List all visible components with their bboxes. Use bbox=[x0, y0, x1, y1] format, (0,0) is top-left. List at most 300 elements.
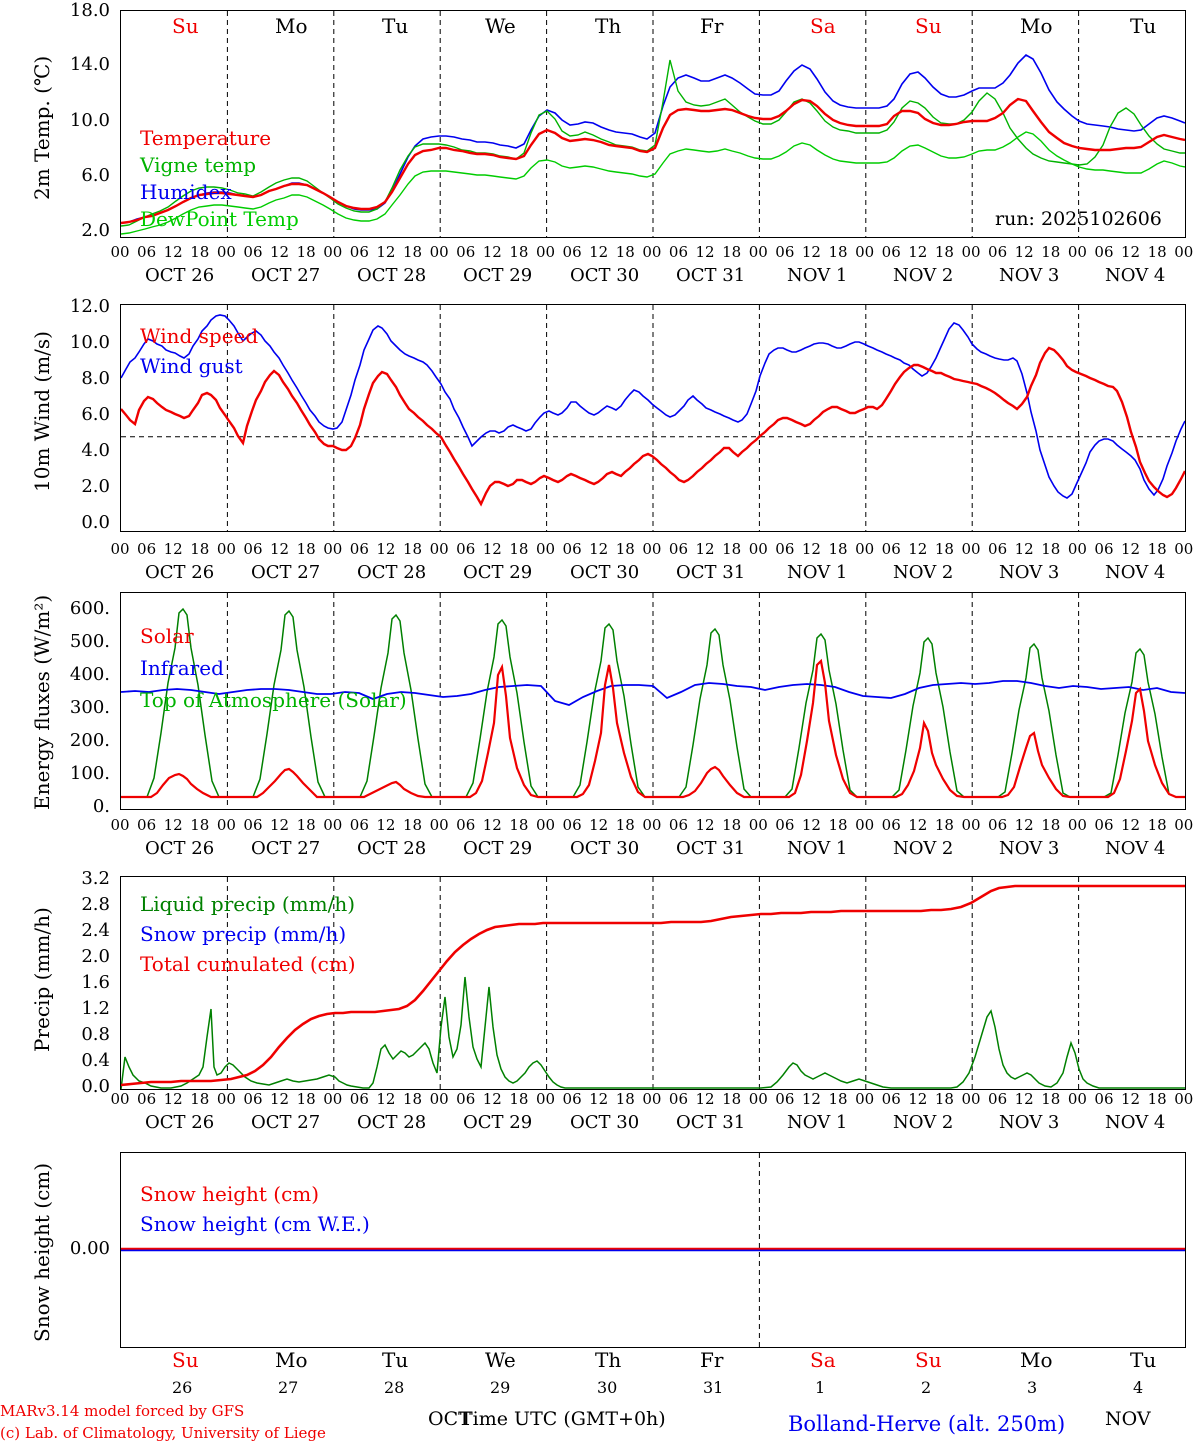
xtick-hour: 00 bbox=[1067, 1090, 1087, 1108]
xtick-hour: 00 bbox=[216, 816, 236, 834]
xtick-hour: 18 bbox=[722, 816, 742, 834]
xtick-hour: 18 bbox=[722, 243, 742, 261]
xtick-hour: 18 bbox=[1147, 816, 1167, 834]
xtick-hour: 12 bbox=[482, 816, 502, 834]
xtick-hour: 12 bbox=[376, 243, 396, 261]
xtick-hour: 06 bbox=[988, 243, 1008, 261]
xtick-hour: 06 bbox=[668, 540, 689, 558]
xticks-hours-1 bbox=[110, 243, 1194, 261]
xtick-hour: 12 bbox=[801, 816, 821, 834]
footer-copyright: (c) Lab. of Climatology, University of Liege bbox=[0, 1424, 326, 1442]
xtick-hour: 06 bbox=[775, 1090, 795, 1108]
bottom-daynum-1: 27 bbox=[278, 1378, 299, 1397]
xtick-hour: 12 bbox=[163, 1090, 183, 1108]
daylabel-fr-1: Fr bbox=[700, 14, 724, 38]
bottom-day-mo-2: Mo bbox=[1020, 1348, 1053, 1372]
xdate-6: NOV 1 bbox=[787, 1112, 848, 1133]
xtick-hour: 18 bbox=[1147, 243, 1167, 261]
xtick-hour: 12 bbox=[908, 243, 928, 261]
xdate-8: NOV 3 bbox=[999, 838, 1060, 859]
xtick-hour: 18 bbox=[402, 816, 423, 834]
xdate-5: OCT 31 bbox=[676, 838, 746, 859]
panel-snow-height bbox=[0, 1152, 1194, 1372]
bottom-daynum-6: 1 bbox=[815, 1378, 826, 1397]
xtick-hour: 12 bbox=[589, 540, 609, 558]
xtick-hour: 18 bbox=[828, 243, 848, 261]
xtick-hour: 06 bbox=[1094, 816, 1114, 834]
xtick-hour: 06 bbox=[349, 816, 369, 834]
xaxis-wind bbox=[0, 540, 1194, 590]
ytick-precip-0: 0.0 bbox=[81, 1076, 110, 1097]
xtick-hour: 12 bbox=[482, 1090, 502, 1108]
xtick-hour: 18 bbox=[190, 816, 210, 834]
xtick-hour: 18 bbox=[296, 1090, 316, 1108]
xdate-0: OCT 26 bbox=[145, 562, 215, 583]
xdate-2: OCT 28 bbox=[357, 838, 427, 859]
xtick-hour: 00 bbox=[110, 816, 130, 834]
xdate-4: OCT 30 bbox=[570, 838, 640, 859]
ytick-precip-8: 3.2 bbox=[81, 868, 110, 889]
xtick-hour: 00 bbox=[1174, 243, 1194, 261]
xtick-hour: 00 bbox=[1067, 243, 1087, 261]
daylabel-we-1: We bbox=[485, 14, 516, 38]
legend-wind-gust: Wind gust bbox=[140, 354, 243, 378]
xdate-1: OCT 27 bbox=[251, 562, 321, 583]
xtick-hour: 06 bbox=[562, 1090, 582, 1108]
xdate-6: NOV 1 bbox=[787, 838, 848, 859]
ytick-temp-3: 6.0 bbox=[81, 165, 110, 186]
xdate-2: OCT 28 bbox=[357, 265, 427, 286]
xdate-2: OCT 28 bbox=[357, 1112, 427, 1133]
ytick-precip-5: 2.0 bbox=[81, 946, 110, 967]
xtick-hour: 06 bbox=[456, 243, 476, 261]
legend-dewpoint-temp: DewPoint Temp bbox=[140, 207, 299, 231]
xtick-hour: 06 bbox=[137, 540, 157, 558]
ytick-precip-6: 2.4 bbox=[81, 920, 110, 941]
xdate-6: NOV 1 bbox=[787, 265, 848, 286]
bottom-day-sa-1: Sa bbox=[810, 1348, 836, 1372]
xtick-hour: 12 bbox=[1121, 1090, 1141, 1108]
xtick-hour: 06 bbox=[137, 243, 157, 261]
xdate-3: OCT 29 bbox=[463, 1112, 533, 1133]
bottom-month-nov: NOV bbox=[1105, 1408, 1151, 1430]
xtick-hour: 06 bbox=[668, 243, 689, 261]
xaxis-temperature bbox=[0, 243, 1194, 293]
xtick-hour: 18 bbox=[190, 1090, 210, 1108]
xtick-hour: 18 bbox=[509, 540, 529, 558]
panel-wind bbox=[0, 296, 1194, 552]
xtick-hour: 06 bbox=[881, 1090, 901, 1108]
xtick-hour: 00 bbox=[429, 540, 449, 558]
xtick-hour: 06 bbox=[349, 243, 369, 261]
xtick-hour: 12 bbox=[908, 1090, 928, 1108]
xtick-hour: 00 bbox=[216, 243, 236, 261]
legend-snow-height-we: Snow height (cm W.E.) bbox=[140, 1212, 370, 1236]
xtick-hour: 06 bbox=[562, 540, 582, 558]
xtick-hour: 00 bbox=[216, 1090, 236, 1108]
xticks-hours-4 bbox=[110, 1090, 1194, 1108]
xdate-1: OCT 27 bbox=[251, 1112, 321, 1133]
bottom-day-tu-1: Tu bbox=[382, 1348, 409, 1372]
xtick-hour: 00 bbox=[748, 243, 768, 261]
xtick-hour: 00 bbox=[642, 816, 662, 834]
daylabel-tu-1: Tu bbox=[382, 14, 409, 38]
xtick-hour: 18 bbox=[934, 1090, 954, 1108]
ytick-temp-4: 2.0 bbox=[81, 220, 110, 241]
xtick-hour: 18 bbox=[190, 243, 210, 261]
xdate-0: OCT 26 bbox=[145, 265, 215, 286]
bottom-daynum-9: 4 bbox=[1133, 1378, 1144, 1397]
legend-liquid-precip: Liquid precip (mm/h) bbox=[140, 892, 356, 916]
legend-top-of-atmosphere: Top of Atmosphere (Solar) bbox=[140, 688, 407, 712]
ytick-energy-4: 400. bbox=[69, 664, 110, 685]
bottom-daynum-7: 2 bbox=[921, 1378, 932, 1397]
xdate-5: OCT 31 bbox=[676, 1112, 746, 1133]
xtick-hour: 12 bbox=[908, 816, 928, 834]
xtick-hour: 12 bbox=[801, 540, 821, 558]
xdate-9: NOV 4 bbox=[1105, 562, 1166, 583]
xtick-hour: 00 bbox=[323, 243, 343, 261]
xdate-4: OCT 30 bbox=[570, 1112, 640, 1133]
daylabel-th-1: Th bbox=[595, 14, 622, 38]
xdate-5: OCT 31 bbox=[676, 562, 746, 583]
xtick-hour: 00 bbox=[748, 816, 768, 834]
legend-temperature: Temperature bbox=[140, 126, 272, 150]
ytick-snow-0: 0.00 bbox=[69, 1238, 110, 1259]
ytick-energy-1: 100. bbox=[69, 763, 110, 784]
xaxis-bottom bbox=[0, 1378, 1194, 1440]
ytick-precip-3: 1.2 bbox=[81, 998, 110, 1019]
xtick-hour: 12 bbox=[589, 243, 609, 261]
footer-model: MARv3.14 model forced by GFS bbox=[0, 1402, 245, 1420]
xtick-hour: 12 bbox=[801, 1090, 821, 1108]
xtick-hour: 18 bbox=[509, 1090, 529, 1108]
xtick-hour: 12 bbox=[1014, 816, 1034, 834]
ytick-precip-2: 0.8 bbox=[81, 1024, 110, 1045]
xtick-hour: 18 bbox=[828, 1090, 848, 1108]
xtick-hour: 18 bbox=[1041, 243, 1061, 261]
bottom-day-th-1: Th bbox=[595, 1348, 622, 1372]
xtick-hour: 00 bbox=[748, 540, 768, 558]
xdate-7: NOV 2 bbox=[893, 562, 954, 583]
plot-area-temperature bbox=[120, 10, 1186, 238]
xtick-hour: 12 bbox=[482, 540, 502, 558]
panel-precip bbox=[0, 860, 1194, 1100]
ytick-energy-0: 0. bbox=[92, 796, 110, 817]
xtick-hour: 06 bbox=[562, 816, 582, 834]
xtick-hour: 00 bbox=[216, 540, 236, 558]
xtick-hour: 00 bbox=[110, 1090, 130, 1108]
bottom-daynum-5: 31 bbox=[703, 1378, 724, 1397]
xtick-hour: 18 bbox=[296, 243, 316, 261]
xdate-4: OCT 30 bbox=[570, 265, 640, 286]
xtick-hour: 06 bbox=[456, 816, 476, 834]
ytick-wind-0: 12.0 bbox=[69, 296, 110, 317]
xtick-hour: 12 bbox=[1121, 816, 1141, 834]
xtick-hour: 06 bbox=[562, 243, 582, 261]
xtick-hour: 06 bbox=[775, 816, 795, 834]
xtick-hour: 00 bbox=[748, 1090, 768, 1108]
legend-infrared: Infrared bbox=[140, 656, 224, 680]
xdate-9: NOV 4 bbox=[1105, 265, 1166, 286]
xtick-hour: 06 bbox=[1094, 243, 1114, 261]
legend-solar: Solar bbox=[140, 624, 194, 648]
ytick-temp-1: 14.0 bbox=[69, 54, 110, 75]
axis-label-precip: Precip (mm/h) bbox=[30, 907, 54, 1052]
daylabel-su-1: Su bbox=[172, 14, 199, 38]
xtick-hour: 12 bbox=[695, 540, 715, 558]
xdate-4: OCT 30 bbox=[570, 562, 640, 583]
xtick-hour: 12 bbox=[376, 540, 396, 558]
xtick-hour: 18 bbox=[1041, 1090, 1061, 1108]
xtick-hour: 00 bbox=[961, 243, 981, 261]
xtick-hour: 12 bbox=[376, 1090, 396, 1108]
xtick-hour: 18 bbox=[402, 243, 423, 261]
xtick-hour: 06 bbox=[668, 1090, 689, 1108]
xtick-hour: 12 bbox=[376, 816, 396, 834]
ytick-precip-4: 1.6 bbox=[81, 972, 110, 993]
bottom-day-we-1: We bbox=[485, 1348, 516, 1372]
xtick-hour: 06 bbox=[668, 816, 689, 834]
xdate-1: OCT 27 bbox=[251, 265, 321, 286]
legend-snow-height: Snow height (cm) bbox=[140, 1182, 320, 1206]
xtick-hour: 06 bbox=[456, 1090, 476, 1108]
bottom-day-mo-1: Mo bbox=[275, 1348, 308, 1372]
xtick-hour: 00 bbox=[323, 816, 343, 834]
xtick-hour: 12 bbox=[270, 1090, 290, 1108]
run-label: run: 2025102606 bbox=[995, 208, 1162, 230]
xtick-hour: 06 bbox=[243, 816, 263, 834]
xdate-2: OCT 28 bbox=[357, 562, 427, 583]
xdate-0: OCT 26 bbox=[145, 838, 215, 859]
xtick-hour: 12 bbox=[482, 243, 502, 261]
daylabel-mo-1: Mo bbox=[275, 14, 308, 38]
xtick-hour: 12 bbox=[1121, 540, 1141, 558]
daylabel-sa-1: Sa bbox=[810, 14, 836, 38]
bottom-daynum-4: 30 bbox=[597, 1378, 618, 1397]
bottom-day-tu-2: Tu bbox=[1130, 1348, 1157, 1372]
bottom-day-su-1: Su bbox=[172, 1348, 199, 1372]
xtick-hour: 18 bbox=[828, 540, 848, 558]
xtick-hour: 06 bbox=[881, 243, 901, 261]
xtick-hour: 06 bbox=[988, 540, 1008, 558]
xtick-hour: 00 bbox=[323, 1090, 343, 1108]
ytick-energy-3: 300. bbox=[69, 697, 110, 718]
xtick-hour: 12 bbox=[589, 1090, 609, 1108]
xdate-8: NOV 3 bbox=[999, 562, 1060, 583]
xtick-hour: 18 bbox=[722, 540, 742, 558]
xdate-8: NOV 3 bbox=[999, 265, 1060, 286]
xtick-hour: 18 bbox=[402, 1090, 423, 1108]
xdate-7: NOV 2 bbox=[893, 265, 954, 286]
daylabel-mo-2: Mo bbox=[1020, 14, 1053, 38]
xtick-hour: 06 bbox=[988, 1090, 1008, 1108]
ytick-temp-0: 18.0 bbox=[69, 0, 110, 21]
xdate-5: OCT 31 bbox=[676, 265, 746, 286]
xdate-6: NOV 1 bbox=[787, 562, 848, 583]
xtick-hour: 18 bbox=[615, 243, 635, 261]
xtick-hour: 18 bbox=[722, 1090, 742, 1108]
xticks-hours-2 bbox=[110, 540, 1194, 558]
ytick-wind-3: 6.0 bbox=[81, 404, 110, 425]
xtick-hour: 00 bbox=[1174, 1090, 1194, 1108]
xtick-hour: 12 bbox=[270, 816, 290, 834]
xtick-hour: 00 bbox=[1067, 816, 1087, 834]
xtick-hour: 00 bbox=[855, 540, 875, 558]
xtick-hour: 18 bbox=[296, 540, 316, 558]
xtick-hour: 18 bbox=[934, 243, 954, 261]
legend-wind-speed: Wind speed bbox=[140, 324, 259, 348]
xtick-hour: 00 bbox=[855, 243, 875, 261]
xtick-hour: 06 bbox=[1094, 1090, 1114, 1108]
xtick-hour: 12 bbox=[695, 1090, 715, 1108]
ytick-wind-6: 0.0 bbox=[81, 512, 110, 533]
xtick-hour: 18 bbox=[1147, 1090, 1167, 1108]
xtick-hour: 00 bbox=[1174, 816, 1194, 834]
xtick-hour: 00 bbox=[535, 816, 556, 834]
ytick-energy-5: 500. bbox=[69, 631, 110, 652]
xtick-hour: 06 bbox=[243, 540, 263, 558]
xticks-hours-3 bbox=[110, 816, 1194, 834]
bottom-daynum-0: 26 bbox=[172, 1378, 193, 1397]
xtick-hour: 00 bbox=[535, 540, 556, 558]
xtick-hour: 00 bbox=[961, 1090, 981, 1108]
legend-snow-precip: Snow precip (mm/h) bbox=[140, 922, 347, 946]
ytick-temp-2: 10.0 bbox=[69, 110, 110, 131]
xtick-hour: 12 bbox=[801, 243, 821, 261]
xtick-hour: 00 bbox=[323, 540, 343, 558]
xdate-9: NOV 4 bbox=[1105, 838, 1166, 859]
xtick-hour: 06 bbox=[988, 816, 1008, 834]
xtick-hour: 00 bbox=[429, 816, 449, 834]
legend-total-cumulated: Total cumulated (cm) bbox=[140, 952, 356, 976]
xtick-hour: 12 bbox=[1121, 243, 1141, 261]
xtick-hour: 18 bbox=[934, 540, 954, 558]
xtick-hour: 12 bbox=[1014, 540, 1034, 558]
panel-energy-fluxes bbox=[0, 584, 1194, 828]
xtick-hour: 18 bbox=[509, 816, 529, 834]
bottom-day-su-2: Su bbox=[915, 1348, 942, 1372]
xtick-hour: 00 bbox=[642, 243, 662, 261]
xtick-hour: 12 bbox=[695, 816, 715, 834]
panel-temperature bbox=[0, 0, 1194, 278]
xtick-hour: 18 bbox=[615, 540, 635, 558]
xtick-hour: 00 bbox=[1067, 540, 1087, 558]
xtick-hour: 18 bbox=[509, 243, 529, 261]
xtick-hour: 00 bbox=[855, 1090, 875, 1108]
xaxis-title: Time UTC (GMT+0h) bbox=[460, 1408, 666, 1430]
xtick-hour: 00 bbox=[429, 1090, 449, 1108]
xtick-hour: 12 bbox=[1014, 243, 1034, 261]
bottom-daynum-8: 3 bbox=[1027, 1378, 1038, 1397]
temperature-svg bbox=[121, 11, 1185, 237]
xdate-7: NOV 2 bbox=[893, 1112, 954, 1133]
xtick-hour: 18 bbox=[1147, 540, 1167, 558]
xdate-7: NOV 2 bbox=[893, 838, 954, 859]
xtick-hour: 06 bbox=[137, 1090, 157, 1108]
xtick-hour: 00 bbox=[961, 816, 981, 834]
plot-area-wind bbox=[120, 304, 1186, 532]
xtick-hour: 00 bbox=[429, 243, 449, 261]
xaxis-precip bbox=[0, 1090, 1194, 1140]
xtick-hour: 00 bbox=[535, 243, 556, 261]
xdate-0: OCT 26 bbox=[145, 1112, 215, 1133]
xtick-hour: 12 bbox=[163, 816, 183, 834]
xtick-hour: 12 bbox=[908, 540, 928, 558]
xtick-hour: 06 bbox=[243, 243, 263, 261]
xtick-hour: 06 bbox=[1094, 540, 1114, 558]
xdate-9: NOV 4 bbox=[1105, 1112, 1166, 1133]
xtick-hour: 12 bbox=[589, 816, 609, 834]
xtick-hour: 06 bbox=[881, 816, 901, 834]
xtick-hour: 00 bbox=[642, 1090, 662, 1108]
xtick-hour: 18 bbox=[190, 540, 210, 558]
xtick-hour: 06 bbox=[456, 540, 476, 558]
ytick-wind-1: 10.0 bbox=[69, 332, 110, 353]
bottom-daynum-3: 29 bbox=[490, 1378, 511, 1397]
bottom-daynum-2: 28 bbox=[384, 1378, 405, 1397]
bottom-month-oct: OCT bbox=[428, 1408, 471, 1430]
xdate-3: OCT 29 bbox=[463, 265, 533, 286]
xtick-hour: 06 bbox=[881, 540, 901, 558]
xtick-hour: 00 bbox=[961, 540, 981, 558]
ytick-precip-7: 2.8 bbox=[81, 894, 110, 915]
xtick-hour: 12 bbox=[270, 540, 290, 558]
xdate-1: OCT 27 bbox=[251, 838, 321, 859]
wind-svg bbox=[121, 305, 1185, 531]
xtick-hour: 00 bbox=[642, 540, 662, 558]
axis-label-snow: Snow height (cm) bbox=[30, 1162, 54, 1342]
axis-label-temperature: 2m Temp. (℃) bbox=[30, 55, 54, 200]
xtick-hour: 06 bbox=[243, 1090, 263, 1108]
xtick-hour: 12 bbox=[270, 243, 290, 261]
ytick-wind-4: 4.0 bbox=[81, 440, 110, 461]
xtick-hour: 18 bbox=[615, 1090, 635, 1108]
xtick-hour: 00 bbox=[535, 1090, 556, 1108]
legend-humidex: Humidex bbox=[140, 180, 232, 204]
xtick-hour: 18 bbox=[828, 816, 848, 834]
ytick-precip-1: 0.4 bbox=[81, 1050, 110, 1071]
axis-label-wind: 10m Wind (m/s) bbox=[30, 331, 54, 492]
xaxis-energy bbox=[0, 816, 1194, 866]
xtick-hour: 18 bbox=[402, 540, 423, 558]
xtick-hour: 06 bbox=[775, 540, 795, 558]
xdate-8: NOV 3 bbox=[999, 1112, 1060, 1133]
xtick-hour: 06 bbox=[775, 243, 795, 261]
xtick-hour: 00 bbox=[1174, 540, 1194, 558]
xtick-hour: 00 bbox=[855, 816, 875, 834]
xtick-hour: 12 bbox=[1014, 1090, 1034, 1108]
xdate-3: OCT 29 bbox=[463, 562, 533, 583]
xtick-hour: 12 bbox=[695, 243, 715, 261]
xtick-hour: 12 bbox=[163, 243, 183, 261]
xtick-hour: 00 bbox=[110, 243, 130, 261]
xtick-hour: 18 bbox=[296, 816, 316, 834]
legend-vigne-temp: Vigne temp bbox=[140, 153, 257, 177]
xtick-hour: 06 bbox=[137, 816, 157, 834]
xtick-hour: 18 bbox=[1041, 816, 1061, 834]
location-label: Bolland-Herve (alt. 250m) bbox=[788, 1412, 1066, 1436]
ytick-wind-2: 8.0 bbox=[81, 368, 110, 389]
xtick-hour: 18 bbox=[1041, 540, 1061, 558]
ytick-energy-6: 600. bbox=[69, 598, 110, 619]
xtick-hour: 18 bbox=[934, 816, 954, 834]
daylabel-su-2: Su bbox=[915, 14, 942, 38]
xdate-3: OCT 29 bbox=[463, 838, 533, 859]
ytick-wind-5: 2.0 bbox=[81, 476, 110, 497]
xtick-hour: 00 bbox=[110, 540, 130, 558]
bottom-day-fr-1: Fr bbox=[700, 1348, 724, 1372]
